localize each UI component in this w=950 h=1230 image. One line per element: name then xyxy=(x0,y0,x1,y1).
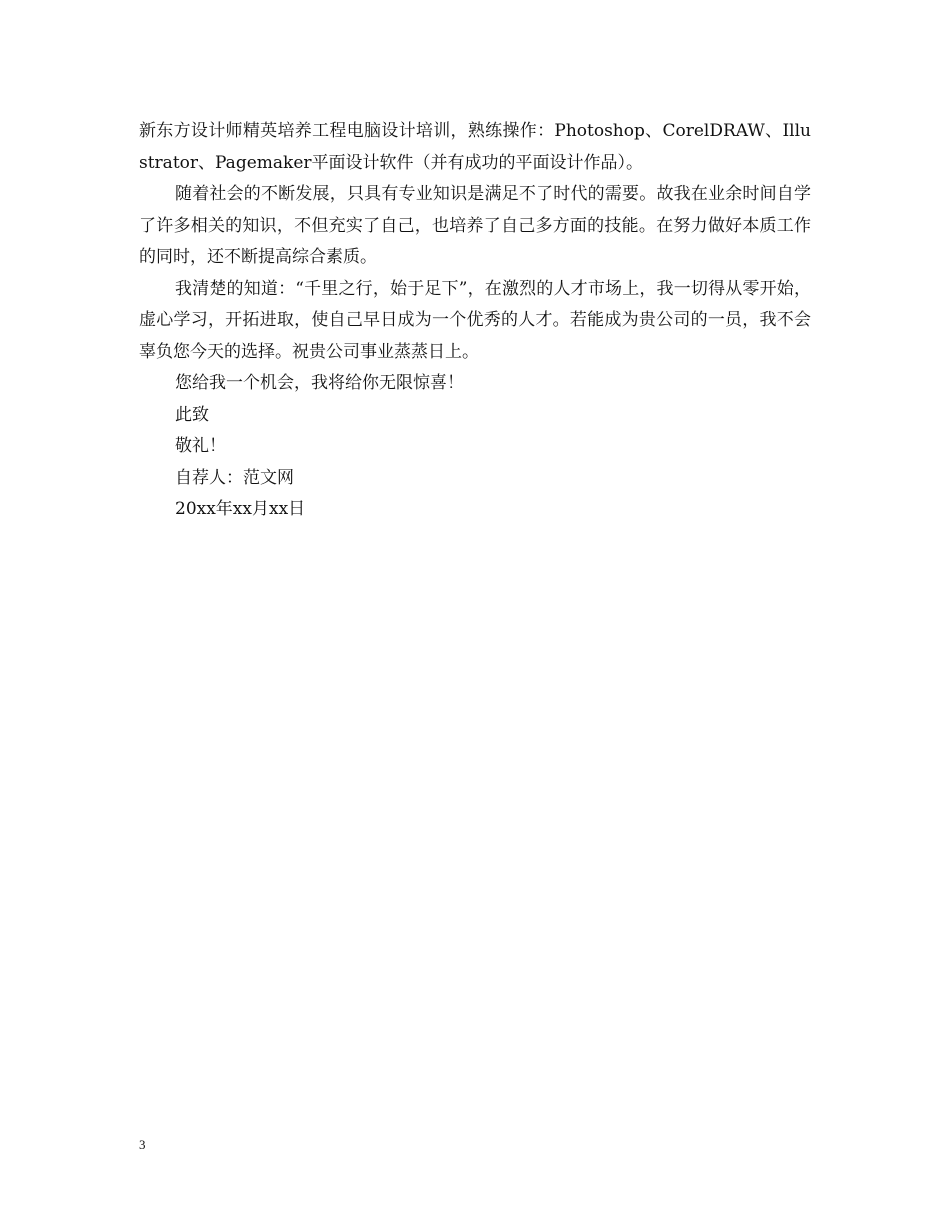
paragraph-design-training: 新东方设计师精英培养工程电脑设计培训，熟练操作：Photoshop、CorelDRAW、Illustrator、Pagemaker平面设计软件（并有成功的平面设计作品）。 xyxy=(139,121,811,173)
paragraph-self-study: 随着社会的不断发展，只具有专业知识是满足不了时代的需要。故我在业余时间自学了许多相关的知识，不但充实了自己，也培养了自己多方面的技能。在努力做好本质工作的同时，还不断提高综合素质。 xyxy=(139,184,811,267)
page-number: 3 xyxy=(139,1137,146,1152)
closing-opportunity-line: 您给我一个机会，我将给你无限惊喜！ xyxy=(175,373,464,393)
date-line: 20xx年xx月xx日 xyxy=(175,499,306,519)
paragraph-aspiration: 我清楚的知道：“千里之行，始于足下”，在激烈的人才市场上，我一切得从零开始，虚心学习，开拓进取，使自己早日成为一个优秀的人才。若能成为贵公司的一员，我不会辜负您今天的选择。祝贵公司事业蒸蒸日上。 xyxy=(139,278,811,362)
signature-line: 自荐人：范文网 xyxy=(175,467,294,488)
closing-respect: 敬礼！ xyxy=(175,436,226,456)
letter-body xyxy=(139,116,811,526)
closing-salutation: 此致 xyxy=(175,404,209,425)
